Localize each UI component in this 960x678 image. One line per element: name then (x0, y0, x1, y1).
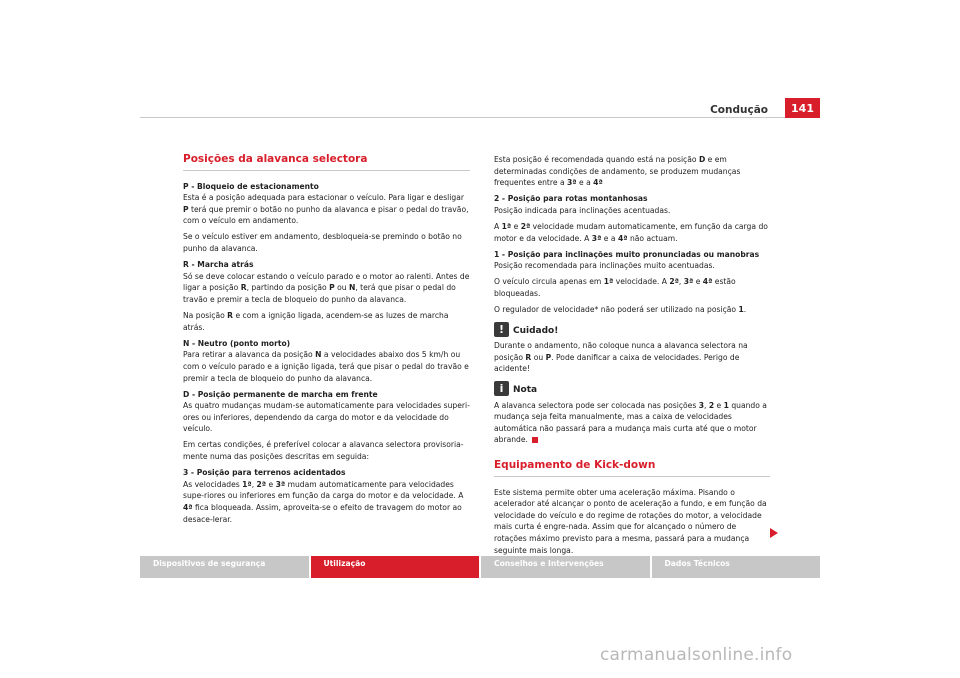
paragraph: Este sistema permite obter uma aceleração máxima. Pisando o acelerador até alcançar o ponto de aceleração a fundo, e em função da velocidade do veículo e do regime de rotações do motor, a velocidade mais curta é engre-nada. Assim que for alcançado o número de rotações máximo previsto para a mesma, passará para a mudança seguinte mais longa. (494, 487, 767, 555)
footer-tab-technical-data[interactable]: Dados Técnicos (652, 556, 821, 578)
watermark: carmanualsonline.info (600, 645, 793, 665)
subheading-3: 3 - Posição para terrenos acidentados (183, 468, 346, 478)
paragraph: O regulador de velocidade* não poderá ser utilizado na posição 1. (494, 305, 747, 315)
paragraph: O veículo circula apenas em 1ª velocidade. A 2ª, 3ª e 4ª estão bloqueadas. (494, 277, 736, 298)
paragraph: A 1ª e 2ª velocidade mudam automaticamente, em função da carga do motor e da velocidade. A 3ª e a 4ª não actuam. (494, 221, 768, 243)
note-text: A alavanca selectora pode ser colocada nas posições 3, 2 e 1 quando a mudança seja feita manualmente, mas a caixa de velocidades automática não passará para a mudança mais curta até que o motor abrande. (494, 400, 767, 445)
warning-exclamation-icon: ! (494, 322, 509, 337)
subheading-1: 1 - Posição para inclinações muito pronunciadas ou manobras (494, 249, 760, 259)
paragraph: Em certas condições, é preferível colocar a alavanca selectora provisoria-mente numa das posições descritas em seguida: (183, 440, 464, 462)
subheading-2: 2 - Posição para rotas montanhosas (494, 194, 648, 204)
paragraph: Esta posição é recomendada quando está na posição D e em determinadas condições de andamento, se produzem mudanças frequentes entre a 3ª e a 4ª (494, 155, 741, 188)
caution-heading (494, 322, 770, 338)
paragraph: Se o veículo estiver em andamento, desbloqueia-se premindo o botão no punho da alavanca. (183, 232, 462, 254)
subheading-p: P - Bloqueio de estacionamento (183, 181, 319, 191)
paragraph: Só se deve colocar estando o veículo parado e o motor ao ralenti. Antes de ligar a posição R, partindo da posição P ou N, terá que pisar o pedal do travão e premir a tecla de bloqueio do punho da alavanca. (183, 271, 470, 304)
footer-tab-maintenance[interactable]: Conselhos e Intervenções (481, 556, 650, 578)
paragraph: As quatro mudanças mudam-se automaticamente para velocidades superi-ores ou inferiores, dependendo da carga do motor e da velocidade do veículo. (183, 401, 470, 434)
footer-nav (140, 556, 820, 578)
paragraph: Esta é a posição adequada para estacionar o veículo. Para ligar e desligar P terá que premir o botão no punho da alavanca e pisar o pedal do travão, com o veículo em andamento. (183, 193, 469, 226)
section-title-kickdown: Equipamento de Kick-down (494, 460, 770, 477)
paragraph: Posição recomendada para inclinações muito acentuadas. (494, 261, 715, 271)
end-of-section-icon (532, 437, 538, 443)
next-page-arrow-icon[interactable] (770, 528, 778, 538)
section-title-gear-positions: Posições da alavanca selectora (183, 154, 470, 171)
caution-text: Durante o andamento, não coloque nunca a alavanca selectora na posição R ou P. Pode danificar a caixa de velocidades. Perigo de acidente! (494, 341, 748, 374)
subheading-n: N - Neutro (ponto morto) (183, 338, 291, 348)
note-title: Nota (513, 385, 538, 395)
left-column (183, 154, 470, 530)
right-column (494, 154, 770, 561)
note-icon: i (494, 381, 509, 396)
footer-tab-use[interactable]: Utilização (311, 556, 480, 578)
running-header-title: Condução (710, 104, 768, 116)
header-rule (140, 117, 820, 118)
paragraph: Posição indicada para inclinações acentuadas. (494, 205, 671, 215)
paragraph: As velocidades 1ª, 2ª e 3ª mudam automaticamente para velocidades supe-riores ou inferiores em função da carga do motor e da velocidade. A 4ª fica bloqueada. Assim, aproveita-se o efeito de travagem do motor ao desace-lerar. (183, 479, 464, 524)
note-heading (494, 381, 770, 397)
subheading-r: R - Marcha atrás (183, 260, 254, 270)
footer-tab-safety[interactable]: Dispositivos de segurança (140, 556, 309, 578)
subheading-d: D - Posição permanente de marcha em frente (183, 389, 378, 399)
page-number: 141 (785, 98, 820, 118)
caution-title: Cuidado! (513, 325, 559, 336)
paragraph: Na posição R e com a ignição ligada, acendem-se as luzes de marcha atrás. (183, 311, 449, 332)
paragraph: Para retirar a alavanca da posição N a velocidades abaixo dos 5 km/h ou com o veículo parado e a ignição ligada, terá que pisar o pedal do travão e premir a tecla de bloqueio do punho da alavanca. (183, 350, 469, 383)
